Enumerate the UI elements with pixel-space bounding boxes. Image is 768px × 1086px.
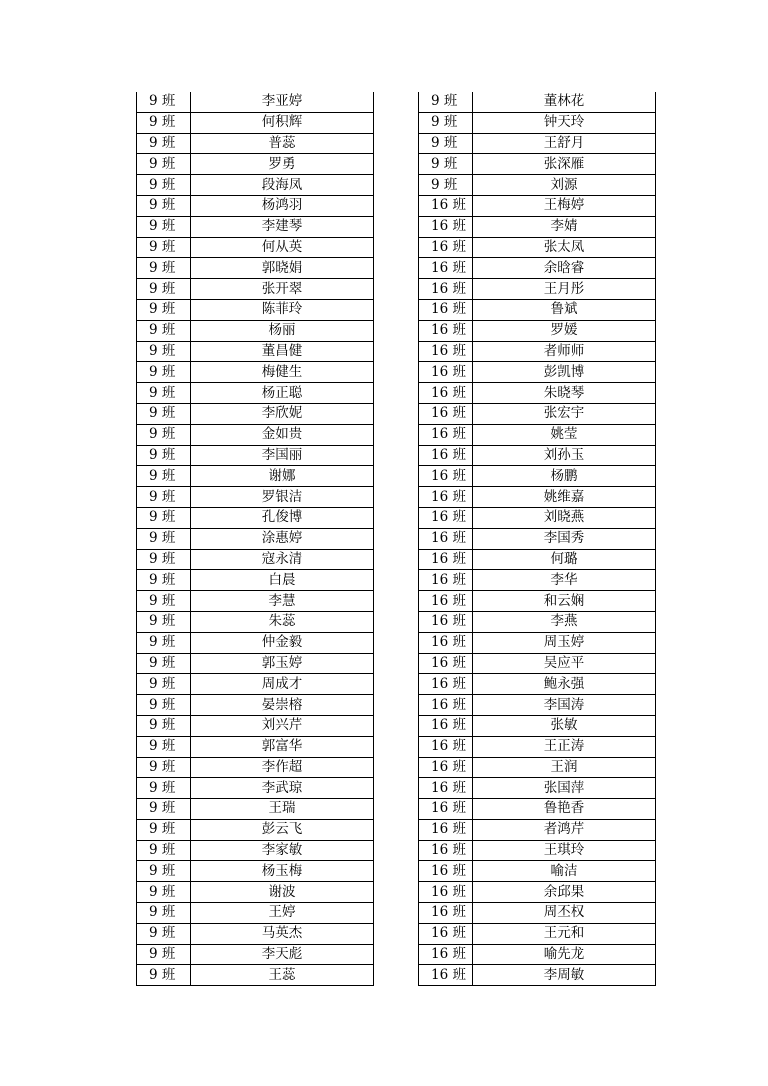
- class-cell: 16 班: [419, 341, 473, 362]
- class-cell: 16 班: [419, 840, 473, 861]
- class-cell: 9 班: [137, 424, 191, 445]
- class-cell: 9 班: [137, 216, 191, 237]
- student-name-cell: 鲁斌: [473, 299, 656, 320]
- student-name-cell: 李作超: [191, 757, 374, 778]
- student-name-cell: 何从英: [191, 237, 374, 258]
- table-row: [419, 819, 656, 840]
- table-row: [419, 154, 656, 175]
- student-name-cell: 刘孙玉: [473, 445, 656, 466]
- student-name-cell: 张太凤: [473, 237, 656, 258]
- table-row: [419, 112, 656, 133]
- table-row: [137, 944, 374, 965]
- table-row: [419, 299, 656, 320]
- student-name-cell: 余邱果: [473, 882, 656, 903]
- student-name-cell: 孔俊博: [191, 507, 374, 528]
- table-row: [419, 237, 656, 258]
- table-row: [137, 92, 374, 112]
- student-name-cell: 杨鸿羽: [191, 195, 374, 216]
- class-cell: 16 班: [419, 715, 473, 736]
- student-name-cell: 罗媛: [473, 320, 656, 341]
- student-name-cell: 彭云飞: [191, 819, 374, 840]
- student-name-cell: 钟天玲: [473, 112, 656, 133]
- table-row: [137, 320, 374, 341]
- table-row: [419, 923, 656, 944]
- table-row: [419, 903, 656, 924]
- table-row: [419, 175, 656, 196]
- table-row: [419, 611, 656, 632]
- student-name-cell: 王月彤: [473, 279, 656, 300]
- class-cell: 9 班: [137, 632, 191, 653]
- table-row: [419, 965, 656, 986]
- student-name-cell: 王润: [473, 757, 656, 778]
- table-row: [137, 570, 374, 591]
- class-cell: 16 班: [419, 528, 473, 549]
- table-row: [419, 570, 656, 591]
- table-row: [419, 528, 656, 549]
- table-row: [137, 154, 374, 175]
- table-row: [419, 882, 656, 903]
- class-cell: 9 班: [137, 799, 191, 820]
- table-row: [137, 549, 374, 570]
- class-cell: 9 班: [419, 175, 473, 196]
- table-row: [419, 861, 656, 882]
- table-row: [137, 466, 374, 487]
- student-name-cell: 者师师: [473, 341, 656, 362]
- table-row: [419, 799, 656, 820]
- table-row: [137, 383, 374, 404]
- student-name-cell: 刘晓燕: [473, 507, 656, 528]
- class-cell: 9 班: [137, 861, 191, 882]
- class-cell: 9 班: [137, 237, 191, 258]
- table-row: [419, 778, 656, 799]
- class-cell: 9 班: [137, 507, 191, 528]
- table-row: [137, 923, 374, 944]
- class-cell: 16 班: [419, 757, 473, 778]
- left-roster-table: [136, 92, 374, 986]
- class-cell: 16 班: [419, 965, 473, 986]
- student-name-cell: 周丕权: [473, 903, 656, 924]
- table-row: [137, 528, 374, 549]
- class-cell: 16 班: [419, 923, 473, 944]
- table-row: [419, 320, 656, 341]
- class-cell: 9 班: [137, 92, 191, 112]
- table-row: [419, 715, 656, 736]
- class-cell: 9 班: [137, 362, 191, 383]
- table-row: [419, 549, 656, 570]
- table-row: [137, 715, 374, 736]
- class-cell: 16 班: [419, 819, 473, 840]
- student-name-cell: 王蕊: [191, 965, 374, 986]
- table-row: [419, 133, 656, 154]
- student-name-cell: 王琪玲: [473, 840, 656, 861]
- table-row: [419, 216, 656, 237]
- class-cell: 9 班: [137, 549, 191, 570]
- class-cell: 9 班: [137, 528, 191, 549]
- student-name-cell: 张宏宇: [473, 403, 656, 424]
- student-name-cell: 何积辉: [191, 112, 374, 133]
- student-name-cell: 郭玉婷: [191, 653, 374, 674]
- table-row: [419, 341, 656, 362]
- student-name-cell: 何璐: [473, 549, 656, 570]
- table-row: [419, 279, 656, 300]
- table-row: [137, 175, 374, 196]
- class-cell: 9 班: [419, 92, 473, 112]
- left-roster-body: [137, 92, 374, 986]
- class-cell: 16 班: [419, 216, 473, 237]
- table-row: [419, 466, 656, 487]
- class-cell: 16 班: [419, 362, 473, 383]
- table-row: [137, 112, 374, 133]
- class-cell: 16 班: [419, 736, 473, 757]
- class-cell: 16 班: [419, 653, 473, 674]
- table-row: [419, 383, 656, 404]
- class-cell: 16 班: [419, 903, 473, 924]
- student-name-cell: 朱蕊: [191, 611, 374, 632]
- class-cell: 9 班: [137, 383, 191, 404]
- student-name-cell: 谢波: [191, 882, 374, 903]
- class-cell: 16 班: [419, 695, 473, 716]
- student-name-cell: 王婷: [191, 903, 374, 924]
- class-cell: 9 班: [137, 112, 191, 133]
- table-row: [137, 591, 374, 612]
- class-cell: 9 班: [137, 778, 191, 799]
- student-name-cell: 杨正聪: [191, 383, 374, 404]
- class-cell: 9 班: [137, 965, 191, 986]
- table-row: [137, 965, 374, 986]
- class-cell: 9 班: [137, 195, 191, 216]
- table-row: [419, 195, 656, 216]
- student-name-cell: 刘源: [473, 175, 656, 196]
- student-name-cell: 罗银洁: [191, 487, 374, 508]
- class-cell: 9 班: [137, 279, 191, 300]
- student-name-cell: 金如贵: [191, 424, 374, 445]
- student-name-cell: 李华: [473, 570, 656, 591]
- table-row: [137, 445, 374, 466]
- class-cell: 9 班: [137, 570, 191, 591]
- class-cell: 9 班: [137, 611, 191, 632]
- student-name-cell: 郭晓娟: [191, 258, 374, 279]
- class-cell: 9 班: [137, 715, 191, 736]
- student-name-cell: 董林花: [473, 92, 656, 112]
- student-name-cell: 李国涛: [473, 695, 656, 716]
- class-cell: 9 班: [137, 403, 191, 424]
- class-cell: 16 班: [419, 258, 473, 279]
- class-cell: 16 班: [419, 944, 473, 965]
- class-cell: 16 班: [419, 445, 473, 466]
- class-cell: 16 班: [419, 632, 473, 653]
- student-name-cell: 吴应平: [473, 653, 656, 674]
- student-name-cell: 杨丽: [191, 320, 374, 341]
- class-cell: 9 班: [137, 882, 191, 903]
- table-row: [137, 133, 374, 154]
- student-name-cell: 者鸿芹: [473, 819, 656, 840]
- table-row: [137, 507, 374, 528]
- table-row: [137, 882, 374, 903]
- student-name-cell: 寇永清: [191, 549, 374, 570]
- student-name-cell: 朱晓琴: [473, 383, 656, 404]
- class-cell: 9 班: [137, 757, 191, 778]
- student-name-cell: 仲金毅: [191, 632, 374, 653]
- student-name-cell: 杨玉梅: [191, 861, 374, 882]
- table-row: [419, 403, 656, 424]
- table-row: [137, 403, 374, 424]
- table-row: [419, 944, 656, 965]
- class-cell: 16 班: [419, 487, 473, 508]
- table-row: [137, 674, 374, 695]
- table-row: [137, 861, 374, 882]
- student-name-cell: 陈菲玲: [191, 299, 374, 320]
- class-cell: 16 班: [419, 195, 473, 216]
- student-name-cell: 普蕊: [191, 133, 374, 154]
- table-row: [419, 92, 656, 112]
- table-row: [137, 258, 374, 279]
- student-name-cell: 李天彪: [191, 944, 374, 965]
- class-cell: 9 班: [137, 445, 191, 466]
- student-name-cell: 李欣妮: [191, 403, 374, 424]
- student-name-cell: 喻先龙: [473, 944, 656, 965]
- table-row: [419, 653, 656, 674]
- student-name-cell: 李亚婷: [191, 92, 374, 112]
- student-name-cell: 姚莹: [473, 424, 656, 445]
- student-name-cell: 罗勇: [191, 154, 374, 175]
- class-cell: 9 班: [137, 944, 191, 965]
- student-name-cell: 张深雁: [473, 154, 656, 175]
- class-cell: 16 班: [419, 799, 473, 820]
- class-cell: 9 班: [137, 819, 191, 840]
- class-cell: 16 班: [419, 320, 473, 341]
- table-row: [137, 757, 374, 778]
- student-name-cell: 王梅婷: [473, 195, 656, 216]
- student-name-cell: 段海凤: [191, 175, 374, 196]
- table-row: [419, 736, 656, 757]
- table-row: [137, 653, 374, 674]
- class-cell: 9 班: [137, 487, 191, 508]
- table-row: [419, 632, 656, 653]
- class-cell: 9 班: [419, 154, 473, 175]
- class-cell: 9 班: [137, 674, 191, 695]
- class-cell: 16 班: [419, 237, 473, 258]
- table-row: [137, 341, 374, 362]
- class-cell: 16 班: [419, 403, 473, 424]
- right-roster-table: [418, 92, 656, 986]
- table-row: [137, 819, 374, 840]
- class-cell: 16 班: [419, 674, 473, 695]
- class-cell: 9 班: [419, 133, 473, 154]
- class-cell: 16 班: [419, 591, 473, 612]
- table-row: [137, 362, 374, 383]
- table-row: [419, 424, 656, 445]
- student-name-cell: 张开翠: [191, 279, 374, 300]
- student-name-cell: 鲁艳香: [473, 799, 656, 820]
- table-row: [419, 258, 656, 279]
- class-cell: 9 班: [137, 653, 191, 674]
- student-name-cell: 王瑞: [191, 799, 374, 820]
- class-cell: 16 班: [419, 507, 473, 528]
- table-row: [137, 840, 374, 861]
- table-row: [137, 424, 374, 445]
- student-name-cell: 李国秀: [473, 528, 656, 549]
- table-row: [137, 195, 374, 216]
- table-row: [419, 840, 656, 861]
- table-row: [419, 507, 656, 528]
- class-cell: 9 班: [137, 840, 191, 861]
- student-name-cell: 鲍永强: [473, 674, 656, 695]
- class-cell: 9 班: [137, 591, 191, 612]
- student-name-cell: 刘兴芹: [191, 715, 374, 736]
- student-name-cell: 王舒月: [473, 133, 656, 154]
- student-name-cell: 李武琼: [191, 778, 374, 799]
- student-name-cell: 晏崇榕: [191, 695, 374, 716]
- class-cell: 16 班: [419, 861, 473, 882]
- class-cell: 16 班: [419, 611, 473, 632]
- table-row: [137, 632, 374, 653]
- class-cell: 9 班: [137, 466, 191, 487]
- student-name-cell: 和云娴: [473, 591, 656, 612]
- table-row: [137, 299, 374, 320]
- table-row: [137, 216, 374, 237]
- student-name-cell: 李国丽: [191, 445, 374, 466]
- class-cell: 16 班: [419, 882, 473, 903]
- student-name-cell: 李婧: [473, 216, 656, 237]
- student-name-cell: 李慧: [191, 591, 374, 612]
- class-cell: 9 班: [137, 320, 191, 341]
- student-name-cell: 喻洁: [473, 861, 656, 882]
- student-name-cell: 周成才: [191, 674, 374, 695]
- student-name-cell: 董昌健: [191, 341, 374, 362]
- student-name-cell: 张敏: [473, 715, 656, 736]
- student-name-cell: 李周敏: [473, 965, 656, 986]
- student-name-cell: 王元和: [473, 923, 656, 944]
- class-cell: 9 班: [137, 299, 191, 320]
- student-name-cell: 姚维嘉: [473, 487, 656, 508]
- right-roster-body: [419, 92, 656, 986]
- student-name-cell: 李建琴: [191, 216, 374, 237]
- student-name-cell: 白晨: [191, 570, 374, 591]
- class-cell: 9 班: [137, 903, 191, 924]
- class-cell: 16 班: [419, 383, 473, 404]
- table-row: [419, 362, 656, 383]
- class-cell: 9 班: [137, 923, 191, 944]
- student-name-cell: 余晗睿: [473, 258, 656, 279]
- student-name-cell: 谢娜: [191, 466, 374, 487]
- table-row: [137, 736, 374, 757]
- student-name-cell: 王正涛: [473, 736, 656, 757]
- class-cell: 9 班: [137, 695, 191, 716]
- class-cell: 16 班: [419, 570, 473, 591]
- student-name-cell: 李家敏: [191, 840, 374, 861]
- table-row: [419, 695, 656, 716]
- table-row: [419, 487, 656, 508]
- student-name-cell: 李燕: [473, 611, 656, 632]
- table-row: [419, 591, 656, 612]
- class-cell: 16 班: [419, 466, 473, 487]
- student-name-cell: 杨鹏: [473, 466, 656, 487]
- table-row: [137, 903, 374, 924]
- class-cell: 16 班: [419, 299, 473, 320]
- student-name-cell: 周玉婷: [473, 632, 656, 653]
- class-cell: 16 班: [419, 424, 473, 445]
- table-row: [137, 237, 374, 258]
- table-row: [137, 487, 374, 508]
- table-row: [137, 778, 374, 799]
- student-name-cell: 涂惠婷: [191, 528, 374, 549]
- table-row: [419, 674, 656, 695]
- class-cell: 16 班: [419, 549, 473, 570]
- class-cell: 9 班: [419, 112, 473, 133]
- class-cell: 9 班: [137, 133, 191, 154]
- table-row: [137, 799, 374, 820]
- student-name-cell: 张国萍: [473, 778, 656, 799]
- student-name-cell: 马英杰: [191, 923, 374, 944]
- student-name-cell: 彭凯博: [473, 362, 656, 383]
- student-name-cell: 郭富华: [191, 736, 374, 757]
- class-cell: 9 班: [137, 258, 191, 279]
- class-cell: 16 班: [419, 778, 473, 799]
- table-row: [137, 611, 374, 632]
- table-row: [137, 695, 374, 716]
- table-row: [419, 445, 656, 466]
- class-cell: 9 班: [137, 341, 191, 362]
- student-name-cell: 梅健生: [191, 362, 374, 383]
- class-cell: 16 班: [419, 279, 473, 300]
- class-cell: 9 班: [137, 736, 191, 757]
- table-row: [419, 757, 656, 778]
- class-cell: 9 班: [137, 154, 191, 175]
- class-cell: 9 班: [137, 175, 191, 196]
- table-row: [137, 279, 374, 300]
